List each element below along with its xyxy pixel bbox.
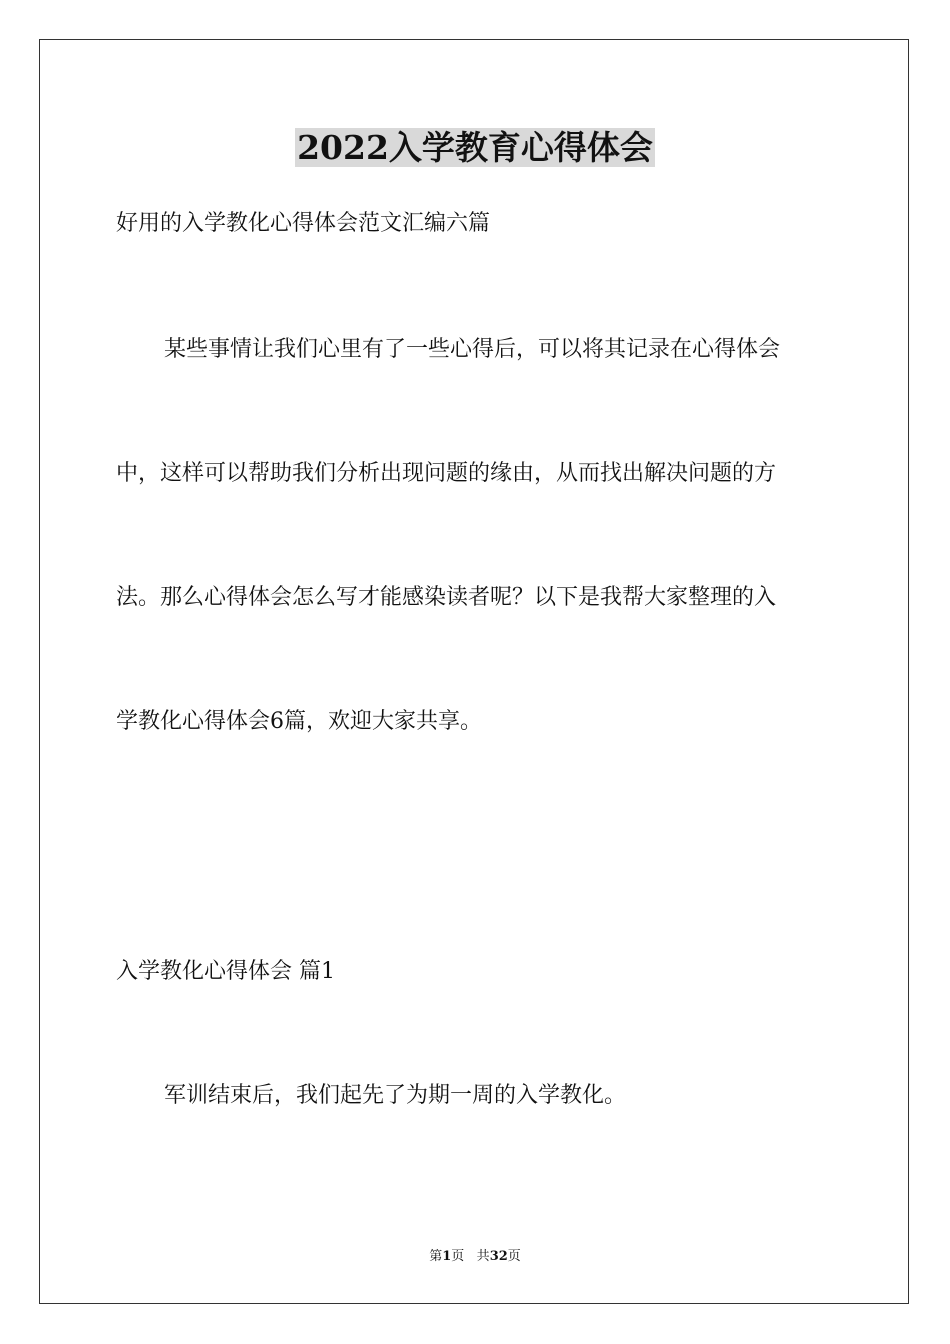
section-heading: 入学教化心得体会 篇1 <box>116 959 335 984</box>
document-subtitle: 好用的入学教化心得体会范文汇编六篇 <box>116 211 491 236</box>
document-title <box>0 126 950 170</box>
footer-total-prefix: 共 <box>476 1249 490 1264</box>
paragraph-line: 学教化心得体会6篇，欢迎大家共享。 <box>116 709 482 734</box>
paragraph-line: 某些事情让我们心里有了一些心得后，可以将其记录在心得体会 <box>164 337 781 362</box>
paragraph-line: 中，这样可以帮助我们分析出现问题的缘由，从而找出解决问题的方 <box>116 461 777 486</box>
footer-page-number: 1 <box>442 1249 452 1264</box>
footer-total-pages: 32 <box>489 1249 508 1264</box>
footer-total-suffix: 页 <box>507 1249 521 1264</box>
document-title-text: 2022入学教育心得体会 <box>297 128 653 167</box>
paragraph-line: 法。那么心得体会怎么写才能感染读者呢？以下是我帮大家整理的入 <box>116 585 777 610</box>
footer-page-suffix: 页 <box>451 1249 465 1264</box>
page-footer <box>0 1248 950 1266</box>
footer-page-prefix: 第 <box>429 1249 443 1264</box>
paragraph-line: 军训结束后，我们起先了为期一周的入学教化。 <box>164 1083 627 1108</box>
